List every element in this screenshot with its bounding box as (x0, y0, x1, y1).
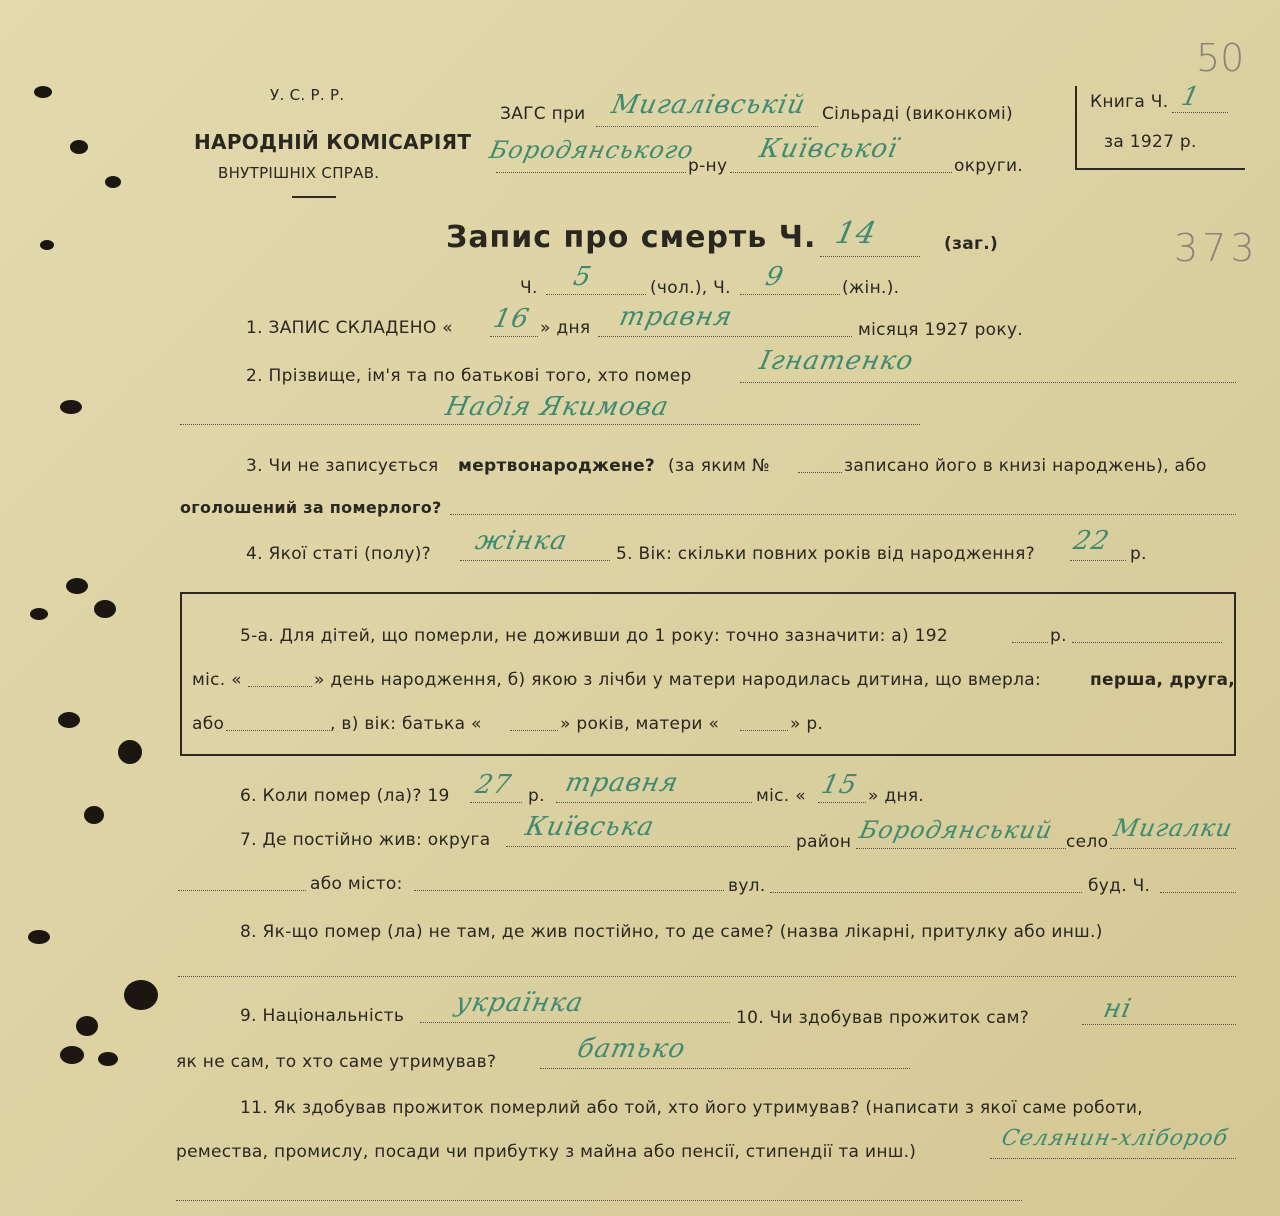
punch-hole (30, 608, 48, 620)
f5a-day-line (248, 686, 312, 687)
punch-hole (105, 176, 121, 188)
f2-label: 2. Прізвище, ім'я та по батькові того, хто помер (246, 366, 692, 386)
f4-sex-line (460, 560, 610, 561)
f8-label: 8. Як-що помер (ла) не там, де жив постійно, то де саме? (назва лікарні, притулку або инш.) (240, 922, 1103, 942)
f5a-order-line (226, 730, 330, 731)
f7-label: 7. Де постійно жив: округа (240, 830, 491, 850)
f7-line2-start (178, 890, 306, 891)
f5a-line3b: , в) вік: батька « (330, 714, 482, 734)
f5-age-label: 5. Вік: скільки повних років від народження? (616, 544, 1035, 564)
book-label: Книга Ч. (1090, 92, 1169, 112)
f4-sex-value: жінка (472, 526, 571, 556)
f2-surname-value: Ігнатенко (756, 346, 917, 376)
f10-value: ні (1100, 994, 1135, 1024)
f5a-father-line (510, 730, 558, 731)
f6-tail: » дня. (868, 786, 925, 806)
okruha-label: округи. (954, 156, 1024, 176)
f5a-line3a: або (192, 714, 225, 734)
f6-day-value: 15 (818, 770, 861, 800)
punch-hole (76, 1016, 98, 1036)
f7-raion-label: район (796, 832, 852, 852)
f1-month-line (598, 336, 852, 337)
f10-who-line (540, 1068, 910, 1069)
f7-vul-label: вул. (728, 876, 766, 896)
punch-hole (66, 578, 88, 594)
raion-line (496, 172, 686, 173)
punch-hole (94, 600, 116, 618)
book-box-left-border (1075, 86, 1077, 170)
f3-declared-dead: оголошений за померлого? (180, 498, 442, 517)
book-box-bottom-border (1075, 168, 1245, 170)
f5a-line1: 5-а. Для дітей, що померли, не доживши до 1 року: точно зазначити: а) 192 (240, 626, 949, 646)
pencil-stamp-number: 373 (1174, 226, 1259, 270)
f6-day-line (818, 802, 866, 803)
punch-hole (124, 980, 158, 1010)
f7-selo-line (1110, 848, 1236, 849)
f8-line (178, 976, 1236, 977)
punch-hole (58, 712, 80, 728)
f1-day-suffix: » дня (540, 318, 591, 338)
f10-who-value: батько (574, 1034, 689, 1064)
f9-label: 9. Національність (240, 1006, 405, 1026)
okruha-value: Київської (756, 134, 901, 164)
pencil-number-top: 50 (1196, 36, 1245, 80)
f11-value-line (990, 1158, 1236, 1159)
f7-okruha-line (506, 846, 790, 847)
f3-no-line (798, 472, 842, 473)
f10-line (1082, 1024, 1236, 1025)
f2-given-value: Надія Якимова (442, 392, 672, 422)
f5a-year-line (1012, 642, 1048, 643)
f5-age-value: 22 (1070, 526, 1113, 556)
zags-village-line (596, 126, 818, 127)
raion-label: р-ну (688, 156, 728, 176)
punch-hole (98, 1052, 118, 1066)
punch-hole (40, 240, 54, 250)
f5a-line2a: міс. « (192, 670, 242, 690)
f6-year-value: 27 (472, 770, 515, 800)
f1-label: 1. ЗАПИС СКЛАДЕНО « (246, 318, 453, 338)
f5a-line2-bold: перша, друга, (1090, 670, 1236, 690)
book-no-value: 1 (1178, 82, 1203, 112)
f7-bud-line (1160, 892, 1236, 893)
f5a-line1-fill (1072, 642, 1222, 643)
male-no-value: 5 (570, 262, 595, 292)
f5a-mother-line (740, 730, 788, 731)
f2-line1 (740, 382, 1236, 383)
f6-year-line (470, 802, 522, 803)
f10-who-label: як не сам, то хто саме утримував? (176, 1052, 497, 1072)
f3-stillborn: мертвонароджене? (458, 456, 656, 476)
f11-line3 (176, 1200, 1022, 1201)
okruha-line (730, 172, 952, 173)
f4-label: 4. Якої статі (полу)? (246, 544, 431, 564)
republic-label: У. С. Р. Р. (270, 86, 345, 104)
f5a-line1-end: р. (1050, 626, 1067, 646)
f1-month-value: травня (616, 302, 736, 332)
f3-label: 3. Чи не записується (246, 456, 439, 476)
record-no-line (820, 256, 920, 257)
punch-hole (84, 806, 104, 824)
f9-value: українка (452, 988, 587, 1018)
f7-misto-line (414, 890, 724, 891)
header-divider (292, 196, 336, 198)
f6-label: 6. Коли помер (ла)? 19 (240, 786, 450, 806)
record-total-label: (заг.) (944, 234, 999, 254)
f9-line (420, 1022, 730, 1023)
female-no-line (740, 294, 840, 295)
f6-r: р. (528, 786, 545, 806)
zags-suffix: Сільраді (виконкомі) (822, 104, 1013, 124)
zags-prefix: ЗАГС при (500, 104, 586, 124)
f7-raion-line (856, 848, 1066, 849)
f7-selo-value: Мигалки (1111, 814, 1236, 842)
f10-label: 10. Чи здобував прожиток сам? (736, 1008, 1030, 1028)
f1-day-value: 16 (490, 304, 533, 334)
record-title: Запис про смерть Ч. (446, 220, 817, 255)
punch-hole (70, 140, 88, 154)
punch-hole (28, 930, 50, 944)
male-no-line (546, 294, 646, 295)
f7-selo-label: село (1066, 832, 1109, 852)
female-label: (жін.). (842, 278, 900, 298)
male-label: (чол.), Ч. (650, 278, 731, 298)
punch-hole (60, 1046, 84, 1064)
department-label: ВНУТРІШНІХ СПРАВ. (218, 164, 380, 182)
f5-age-line (1070, 560, 1126, 561)
f6-month-value: травня (562, 768, 682, 798)
f1-day-line (490, 336, 538, 337)
raion-value: Бородянського (487, 136, 697, 164)
f6-mis: міс. « (756, 786, 806, 806)
f5a-line3d: » р. (790, 714, 824, 734)
punch-hole (118, 740, 142, 764)
record-no-value: 14 (832, 216, 880, 251)
punch-hole (34, 86, 52, 98)
commissariat-label: НАРОДНІЙ КОМІСАРІЯТ (194, 130, 472, 154)
f5-age-suffix: р. (1130, 544, 1147, 564)
f6-month-line (556, 802, 752, 803)
book-no-line (1172, 112, 1228, 113)
book-year: за 1927 р. (1104, 132, 1197, 152)
f7-bud-label: буд. Ч. (1088, 876, 1151, 896)
f3-line2 (450, 514, 1236, 515)
male-no-prefix: Ч. (520, 278, 538, 298)
punch-hole (60, 400, 82, 414)
female-no-value: 9 (762, 262, 787, 292)
f3-tail: записано його в книзі народжень), або (844, 456, 1207, 476)
f5a-line2b: » день народження, б) якою з лічби у матери народилась дитина, що вмерла: (314, 670, 1042, 690)
f7-vul-line (770, 892, 1082, 893)
f11-line2: ремества, промислу, посади чи прибутку з майна або пенсії, стипендії та инш.) (176, 1142, 917, 1162)
zags-village-value: Мигалівській (608, 90, 809, 120)
f11-value: Селянин-хлібороб (999, 1126, 1231, 1151)
f2-line2 (180, 424, 920, 425)
f7-misto-label: або місто: (310, 874, 403, 894)
f1-tail: місяця 1927 року. (858, 320, 1024, 340)
f11-label: 11. Як здобував прожиток померлий або той, хто його утримував? (написати з якої саме роботи, (240, 1098, 1143, 1118)
f3-mid: (за яким № (668, 456, 770, 476)
f5a-line3c: » років, матери « (560, 714, 720, 734)
f7-okruha-value: Київська (522, 812, 658, 842)
f7-raion-value: Бородянський (857, 816, 1056, 844)
